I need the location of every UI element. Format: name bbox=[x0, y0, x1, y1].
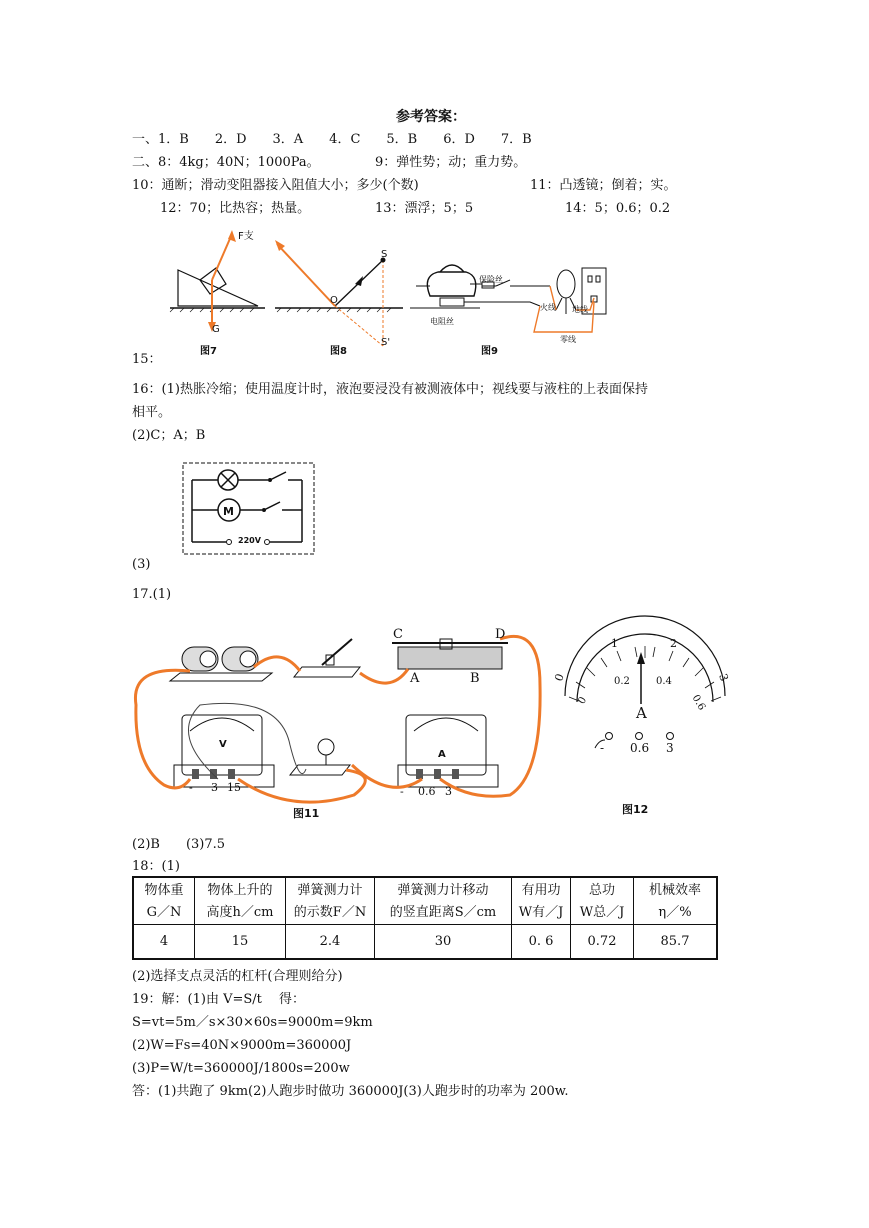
table-header-text: 物体上升的 bbox=[207, 883, 273, 898]
rheostat-a-label: A bbox=[410, 671, 420, 686]
scale-top-1: 1 bbox=[611, 637, 618, 650]
answer-line-1: 一、1．B 2．D 3．A 4．C 5．B 6．D 7．B bbox=[132, 132, 532, 147]
table-header-text: 物体重 bbox=[144, 883, 184, 898]
table-cell: 4 bbox=[133, 925, 195, 959]
scale-bottom-06: 0.6 bbox=[689, 693, 708, 713]
table-header-cell bbox=[195, 877, 286, 925]
table-cell: 15 bbox=[195, 925, 286, 959]
figure-9 bbox=[410, 240, 610, 350]
table-header-text: 总功 bbox=[588, 883, 615, 898]
q19-line-d: (3)P=W/t=360000J/1800s=200w bbox=[132, 1061, 350, 1076]
live-wire-label: 火线 bbox=[540, 303, 556, 312]
q19-line-a: 19：解：(1)由 V=S/t 得： bbox=[132, 992, 306, 1007]
voltage-label: 220V bbox=[238, 536, 261, 545]
q15-label: 15： bbox=[132, 352, 162, 367]
answer-line-2a: 二、8：4kg；40N；1000Pa。 bbox=[132, 155, 320, 170]
q19-line-b: S=vt=5m／s×30×60s=9000m=9km bbox=[132, 1015, 373, 1030]
figure-7 bbox=[170, 228, 270, 358]
table-header-text: 机械效率 bbox=[648, 883, 701, 898]
q16-line-b: 相平。 bbox=[132, 405, 172, 420]
table-cell: 0.72 bbox=[571, 925, 634, 959]
figure-11 bbox=[130, 625, 550, 815]
answer-line-4a: 12：70；比热容；热量。 bbox=[160, 201, 311, 216]
table-header-text: 弹簧测力计 bbox=[297, 883, 363, 898]
q17-label: 17.(1) bbox=[132, 587, 172, 602]
point-o-label: O bbox=[330, 295, 338, 306]
answer-line-2b: 9：弹性势；动；重力势。 bbox=[375, 155, 527, 170]
answer-line-3a: 10：通断；滑动变阻器接入阻值大小；多少(个数) bbox=[132, 178, 419, 193]
table-cell: 30 bbox=[375, 925, 512, 959]
table-header-cell bbox=[286, 877, 375, 925]
ammeter-label: A bbox=[438, 749, 446, 760]
q18-answer-2: (2)选择支点灵活的杠杆(合理则给分) bbox=[132, 969, 343, 984]
scale-top-3: 3 bbox=[716, 671, 731, 684]
terminal-06: 0.6 bbox=[630, 741, 650, 755]
rheostat-d-label: D bbox=[495, 627, 506, 642]
q19-line-e: 答：(1)共跑了 9km(2)人跑步时做功 360000J(3)人跑步时的功率为 200w. bbox=[132, 1084, 569, 1099]
table-header-text: 的竖直距离S／cm bbox=[389, 905, 497, 920]
voltmeter-3: 3 bbox=[211, 781, 218, 794]
table-header-cell bbox=[375, 877, 512, 925]
point-s-label: S bbox=[381, 249, 388, 260]
gravity-label: G bbox=[212, 324, 220, 335]
fig8-caption: 图8 bbox=[330, 346, 347, 357]
table-header-cell bbox=[133, 877, 195, 925]
ammeter-minus: - bbox=[400, 785, 404, 798]
ammeter-06: 0.6 bbox=[418, 785, 436, 798]
table-cell: 85.7 bbox=[634, 925, 718, 959]
meter-unit-label: A bbox=[636, 704, 647, 722]
scale-top-0: 0 bbox=[552, 671, 567, 684]
rheostat-b-label: B bbox=[470, 671, 480, 686]
answer-line-4c: 14：5；0.6；0.2 bbox=[565, 201, 671, 216]
voltmeter-minus: - bbox=[189, 781, 193, 794]
ground-wire-label: 地线 bbox=[572, 305, 588, 314]
fig11-caption: 图11 bbox=[293, 807, 320, 820]
results-table bbox=[132, 876, 718, 960]
table-header-text: G／N bbox=[146, 905, 182, 920]
resistor-label: 电阻丝 bbox=[430, 317, 454, 326]
point-s-prime-label: S' bbox=[381, 337, 391, 348]
page-title: 参考答案： bbox=[396, 109, 466, 125]
force-support-label: F支 bbox=[238, 231, 254, 242]
table-header-text: 弹簧测力计移动 bbox=[397, 883, 489, 898]
scale-top-2: 2 bbox=[670, 637, 677, 650]
table-row bbox=[133, 925, 717, 959]
neutral-wire-label: 零线 bbox=[560, 335, 576, 344]
table-header-text: W有／J bbox=[518, 905, 564, 920]
answer-line-3b: 11：凸透镜；倒着；实。 bbox=[530, 178, 677, 193]
q16-line-d: (3) bbox=[132, 557, 151, 572]
fig7-caption: 图7 bbox=[200, 346, 217, 357]
table-cell: 0. 6 bbox=[512, 925, 571, 959]
voltmeter-15: 15 bbox=[227, 781, 241, 794]
terminal-minus: - bbox=[600, 741, 605, 755]
fig12-caption: 图12 bbox=[622, 803, 649, 816]
q16-line-c: (2)C；A；B bbox=[132, 428, 206, 443]
table-header-text: 高度h／cm bbox=[206, 905, 274, 920]
motor-label: M bbox=[223, 505, 234, 518]
table-header-cell bbox=[571, 877, 634, 925]
table-header-cell bbox=[512, 877, 571, 925]
q18-label: 18：(1) bbox=[132, 859, 180, 874]
table-header-text: η／% bbox=[658, 905, 692, 920]
table-header-row bbox=[133, 877, 717, 925]
rheostat-c-label: C bbox=[393, 627, 403, 642]
table-cell: 2.4 bbox=[286, 925, 375, 959]
terminal-3: 3 bbox=[666, 741, 674, 755]
scale-bottom-0: 0 bbox=[576, 695, 590, 707]
fuse-label: 保险丝 bbox=[479, 275, 503, 284]
table-header-text: W总／J bbox=[579, 905, 625, 920]
q19-line-c: (2)W=Fs=40N×9000m=360000J bbox=[132, 1038, 352, 1053]
scale-bottom-04: 0.4 bbox=[656, 676, 672, 687]
q17-answers: (2)B (3)7.5 bbox=[132, 837, 226, 852]
table-header-cell bbox=[634, 877, 718, 925]
ammeter-3: 3 bbox=[445, 785, 452, 798]
fig9-caption: 图9 bbox=[481, 346, 498, 357]
voltmeter-label: V bbox=[219, 739, 227, 750]
scale-bottom-02: 0.2 bbox=[614, 676, 630, 687]
table-header-text: 的示数F／N bbox=[293, 905, 367, 920]
table-header-text: 有用功 bbox=[521, 883, 561, 898]
q16-line-a: 16：(1)热胀冷缩；使用温度计时，液泡要浸没有被测液体中；视线要与液柱的上表面保持 bbox=[132, 382, 648, 397]
answer-line-4b: 13：漂浮；5；5 bbox=[375, 201, 474, 216]
